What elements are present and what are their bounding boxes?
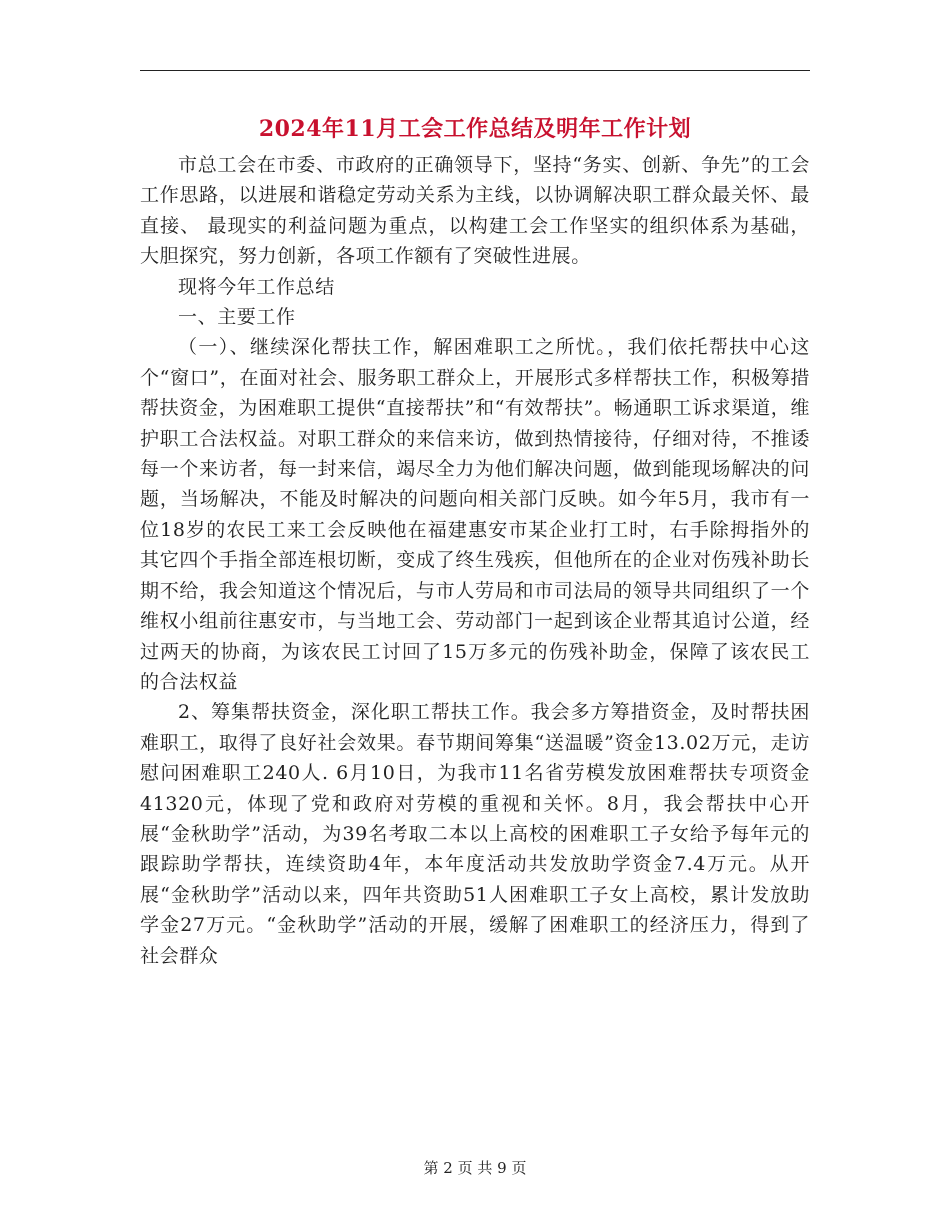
header-rule (140, 70, 810, 71)
paragraph-summary-lead: 现将今年工作总结 (178, 275, 335, 298)
paragraph-funding: 2、筹集帮扶资金，深化职工帮扶工作。我会多方筹措资金，及时帮扶困难职工，取得了良好社会效果。春节期间筹集“送温暖”资金13.02万元，走访慰问困难职工240人. 6月10日，为我市11名省劳模发放困难帮扶专项资金41320元，体现了党和政府对劳模的重视和关怀。8月，我会帮扶中心开展“金秋助学”活动，为39名考取二本以上高校的困难职工子女给予每年元的跟踪助学帮扶，连续资助4年，本年度活动共发放助学资金7.4万元。从开展“金秋助学”活动以来，四年共资助51人困难职工子女上高校，累计发放助学金27万元。“金秋助学”活动的开展，缓解了困难职工的经济压力，得到了社会群众 (140, 701, 810, 967)
document-body (140, 150, 810, 971)
document-title: 2024年11月工会工作总结及明年工作计划 (258, 116, 692, 142)
section-heading-main-work: 一、主要工作 (178, 306, 296, 329)
paragraph-assistance-work: （一）、继续深化帮扶工作，解困难职工之所忧。，我们依托帮扶中心这个“窗口”，在面对社会、服务职工群众上，开展形式多样帮扶工作，积极筹措帮扶资金，为困难职工提供“直接帮扶”和“有效帮扶”。畅通职工诉求渠道，维护职工合法权益。对职工群众的来信来访，做到热情接待，仔细对待，不推诿每一个来访者，每一封来信，竭尽全力为他们解决问题，做到能现场解决的问题，当场解决，不能及时解决的问题向相关部门反映。如今年5月，我市有一位18岁的农民工来工会反映他在福建惠安市某企业打工时，右手除拇指外的其它四个手指全部连根切断，变成了终生残疾，但他所在的企业对伤残补助长期不给，我会知道这个情况后，与市人劳局和市司法局的领导共同组织了一个维权小组前往惠安市，与当地工会、劳动部门一起到该企业帮其追讨公道，经过两天的协商，为该农民工讨回了15万多元的伤残补助金，保障了该农民工的合法权益 (140, 336, 810, 693)
paragraph-intro: 市总工会在市委、市政府的正确领导下，坚持“务实、创新、争先”的工会工作思路，以进展和谐稳定劳动关系为主线，以协调解决职工群众最关怀、最直接、 最现实的利益问题为重点，以构建工会工作坚实的组织体系为基础，大胆探究，努力创新，各项工作额有了突破性进展。 (140, 154, 810, 268)
page-footer: 第 2 页 共 9 页 (423, 1159, 527, 1177)
